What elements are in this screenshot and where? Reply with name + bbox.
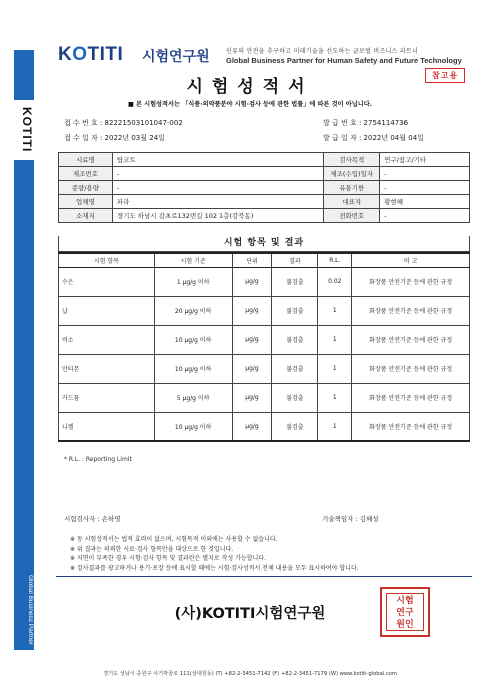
note-item: ※ 검사결과를 광고하거나 용기·포장 등에 표시할 때에는 시험·검사성적서 전체 내용을 모두 표시하여야 합니다. <box>70 564 359 572</box>
unit: μg/g <box>232 354 272 383</box>
test-standard: 10 μg/g 이하 <box>154 412 232 441</box>
results-header-row <box>59 253 470 267</box>
side-tagline: Global Business Partner <box>27 574 34 646</box>
info-label: 시료명 <box>59 153 113 167</box>
side-logo: KOTITI <box>14 100 34 160</box>
sample-name: 탑코트 <box>112 153 323 167</box>
footer-divider <box>56 576 472 577</box>
table-row <box>59 209 470 223</box>
info-label: 소재지 <box>59 209 113 223</box>
result: 불검출 <box>272 383 318 412</box>
remark: 화장품 안전기준 등에 관한 규정 <box>352 267 470 296</box>
test-standard: 10 μg/g 이하 <box>154 354 232 383</box>
test-standard: 5 μg/g 이하 <box>154 383 232 412</box>
column-header: 비 고 <box>352 253 470 267</box>
unit: μg/g <box>232 325 272 354</box>
table-row <box>59 354 470 383</box>
reporting-limit: 1 <box>318 354 352 383</box>
result: 불검출 <box>272 354 318 383</box>
inspector-signature: 시험검사자 : 손하영 <box>64 515 121 523</box>
reporting-limit: 0.02 <box>318 267 352 296</box>
manufacture-date: - <box>380 167 470 181</box>
issue-date: 발 급 일 자 : 2022년 04월 04일 <box>323 134 424 142</box>
note-item: ※ 위 결과는 의뢰한 시료·검사 항목만을 대상으로 한 것입니다. <box>70 545 234 553</box>
info-label: 제조(수입)일자 <box>324 167 380 181</box>
remark: 화장품 안전기준 등에 관한 규정 <box>352 325 470 354</box>
document-title: 시험성적서 <box>186 77 314 97</box>
reporting-limit: 1 <box>318 325 352 354</box>
test-item: 니켈 <box>59 412 155 441</box>
table-row <box>59 325 470 354</box>
note-item: ※ 지면이 부족한 경우 시험·검사 항목 및 결과란은 별지로 작성 가능합니다. <box>70 555 266 563</box>
table-row <box>59 195 470 209</box>
column-header: 시험 항목 <box>59 253 155 267</box>
issue-number: 발 급 번 호 : 2754114736 <box>323 119 409 127</box>
result: 불검출 <box>272 412 318 441</box>
info-label: 검사목적 <box>324 153 380 167</box>
column-header: 시험 기준 <box>154 253 232 267</box>
remark: 화장품 안전기준 등에 관한 규정 <box>352 296 470 325</box>
receipt-number: 접 수 번 호 : 82221503101047-002 <box>64 119 183 127</box>
tagline-english: Global Business Partner for Human Safety and Future Technology <box>226 56 462 65</box>
test-item: 비소 <box>59 325 155 354</box>
test-standard: 20 μg/g 이하 <box>154 296 232 325</box>
results-title: 시험 항목 및 결과 <box>58 236 470 252</box>
info-label: 제조번호 <box>59 167 113 181</box>
manufacture-number: - <box>112 167 323 181</box>
results-table <box>58 252 470 442</box>
info-label: 유통기한 <box>324 181 380 195</box>
test-standard: 10 μg/g 이하 <box>154 325 232 354</box>
unit: μg/g <box>232 412 272 441</box>
expiry: - <box>380 181 470 195</box>
manager-signature: 기술책임자 : 김혜성 <box>322 515 379 523</box>
test-item: 안티몬 <box>59 354 155 383</box>
reporting-limit: 1 <box>318 383 352 412</box>
info-label: 대표자 <box>324 195 380 209</box>
table-row <box>59 412 470 441</box>
footer-address: 경기도 성남시 중원구 사기막골로 111(상대원동) (T) +82-2-3451-7142 (F) +82-2-3451-7179 (W) www.kotiti-global.com <box>103 671 397 677</box>
tagline-korean: 인류의 안전을 추구하고 미래기술을 선도하는 글로벌 비즈니스 파트너 <box>226 48 419 55</box>
logo-korean: 시험연구원 <box>142 49 210 65</box>
remark: 화장품 안전기준 등에 관한 규정 <box>352 412 470 441</box>
volume: - <box>112 181 323 195</box>
table-row <box>59 296 470 325</box>
result: 불검출 <box>272 325 318 354</box>
table-row <box>59 153 470 167</box>
unit: μg/g <box>232 267 272 296</box>
table-row <box>59 181 470 195</box>
notes-list <box>70 535 359 573</box>
result: 불검출 <box>272 267 318 296</box>
unit: μg/g <box>232 296 272 325</box>
note-item: ※ 동 시험성적서는 법적 효력이 없으며, 시험목적 이외에는 사용할 수 없습니다. <box>70 536 278 543</box>
info-label: 업체명 <box>59 195 113 209</box>
official-seal: 시험 연구 원인 <box>380 587 430 637</box>
info-label: 종량/용량 <box>59 181 113 195</box>
test-item: 카드뮴 <box>59 383 155 412</box>
column-header: 결과 <box>272 253 318 267</box>
reporting-limit-footnote: * R.L. : Reporting Limit <box>64 456 132 463</box>
remark: 화장품 안전기준 등에 관한 규정 <box>352 354 470 383</box>
info-label: 전화번호 <box>324 209 380 223</box>
legal-notice: ■ 본 시험성적서는 「식품·의약품분야 시험·검사 등에 관한 법률」에 따른 것이 아닙니다. <box>127 101 373 108</box>
ceo-name: 황현혜 <box>380 195 470 209</box>
reporting-limit: 1 <box>318 412 352 441</box>
header <box>58 42 486 72</box>
kotiti-logo: KOTITI <box>58 44 124 65</box>
test-item: 수은 <box>59 267 155 296</box>
organization-name: (사)KOTITI시험연구원 <box>174 606 326 622</box>
table-row <box>59 267 470 296</box>
phone-number: - <box>380 209 470 223</box>
reporting-limit: 1 <box>318 296 352 325</box>
receipt-date: 접 수 일 자 : 2022년 03월 24일 <box>64 134 165 142</box>
sample-info-table <box>58 152 470 223</box>
table-row <box>59 167 470 181</box>
test-standard: 1 μg/g 이하 <box>154 267 232 296</box>
column-header: 단위 <box>232 253 272 267</box>
table-row <box>59 383 470 412</box>
column-header: R.L. <box>318 253 352 267</box>
test-item: 납 <box>59 296 155 325</box>
remark: 화장품 안전기준 등에 관한 규정 <box>352 383 470 412</box>
company-address: 경기도 하남시 감초로132번길 102 1층(감북동) <box>112 209 323 223</box>
reference-badge: 참고용 <box>425 68 465 83</box>
test-purpose: 연구/참고/기타 <box>380 153 470 167</box>
company-name: 파라 <box>112 195 323 209</box>
unit: μg/g <box>232 383 272 412</box>
result: 불검출 <box>272 296 318 325</box>
